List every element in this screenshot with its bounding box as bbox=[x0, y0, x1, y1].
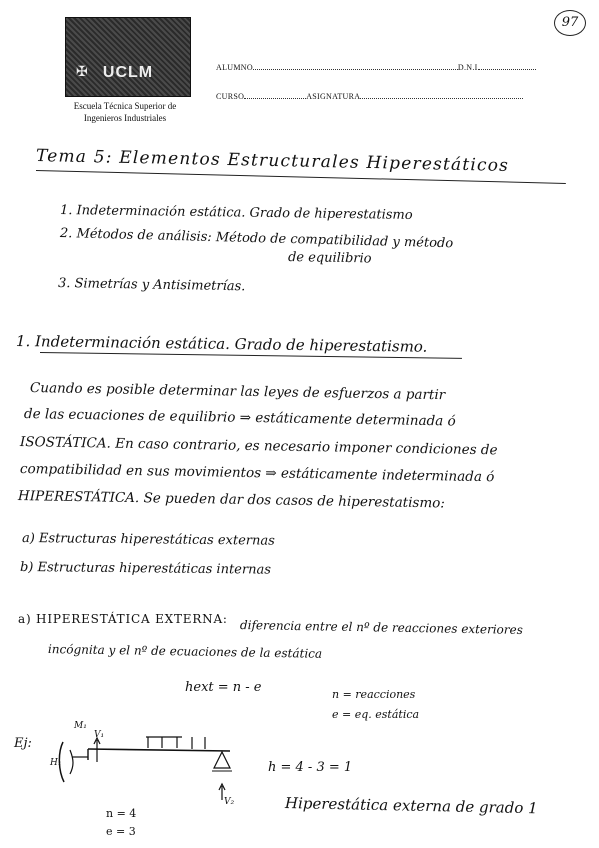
moment-arc bbox=[70, 750, 73, 774]
curso-label: CURSO bbox=[216, 92, 245, 101]
external-def-2: incógnita y el nº de ecuaciones de la estática bbox=[47, 642, 323, 661]
toc-item-3: 3. Simetrías y Antisimetrías. bbox=[57, 276, 246, 295]
case-a: a) Estructuras hiperestáticas externas bbox=[21, 531, 275, 549]
result: Hiperestática externa de grado 1 bbox=[284, 794, 538, 818]
section-1-heading: 1. Indeterminación estática. Grado de hiperestatismo. bbox=[15, 332, 428, 356]
e-value: e = 3 bbox=[106, 825, 136, 838]
school-line-2: Ingenieros Industriales bbox=[83, 113, 167, 123]
beam bbox=[88, 749, 230, 751]
legend-n: n = reacciones bbox=[332, 688, 416, 701]
toc-item-1: 1. Indeterminación estática. Grado de hiperestatismo bbox=[59, 203, 413, 223]
para-line-4: compatibilidad en sus movimientos ⇒ estáticamente indeterminada ó bbox=[19, 461, 495, 486]
toc-item-2-cont: de equilibrio bbox=[287, 250, 372, 267]
external-label: a) HIPERESTÁTICA EXTERNA: bbox=[18, 612, 228, 626]
legend-e: e = eq. estática bbox=[332, 708, 420, 721]
case-b: b) Estructuras hiperestáticas internas bbox=[19, 560, 271, 578]
example-prefix: Ej: bbox=[14, 736, 32, 751]
calc: h = 4 - 3 = 1 bbox=[268, 760, 353, 775]
toc-item-2: 2. Métodos de análisis: Método de compatibilidad y método bbox=[59, 226, 454, 252]
h1-label: H₁ bbox=[50, 758, 62, 768]
n-value: n = 4 bbox=[106, 807, 137, 820]
page-title: Tema 5: Elementos Estructurales Hiperestáticos bbox=[35, 146, 510, 176]
formula: hext = n - e bbox=[185, 680, 262, 695]
logo-text: UCLM bbox=[102, 64, 154, 81]
v2-label: V₂ bbox=[224, 797, 235, 807]
fixed-support bbox=[59, 742, 64, 782]
asignatura-label: ASIGNATURA bbox=[306, 92, 361, 101]
crest-icon: ✠ bbox=[76, 64, 88, 80]
school-line-1: Escuela Técnica Superior de bbox=[73, 101, 177, 111]
dni-label: D.N.I bbox=[457, 63, 478, 72]
para-line-2: de las ecuaciones de equilibrio ⇒ estáticamente determinada ó bbox=[23, 406, 456, 430]
alumno-label: ALUMNO bbox=[216, 63, 253, 72]
external-def-1: diferencia entre el nº de reacciones exteriores bbox=[239, 618, 523, 637]
page-number: 97 bbox=[554, 10, 586, 36]
m1-label: M₁ bbox=[74, 721, 87, 731]
para-line-1: Cuando es posible determinar las leyes de esfuerzos a partir bbox=[29, 380, 446, 404]
para-line-5: HIPERESTÁTICA. Se pueden dar dos casos de hiperestatismo: bbox=[17, 488, 446, 512]
roller-support bbox=[214, 752, 230, 768]
v1-label: V₁ bbox=[94, 730, 105, 740]
para-line-3: ISOSTÁTICA. En caso contrario, es necesario imponer condiciones de bbox=[19, 434, 498, 459]
